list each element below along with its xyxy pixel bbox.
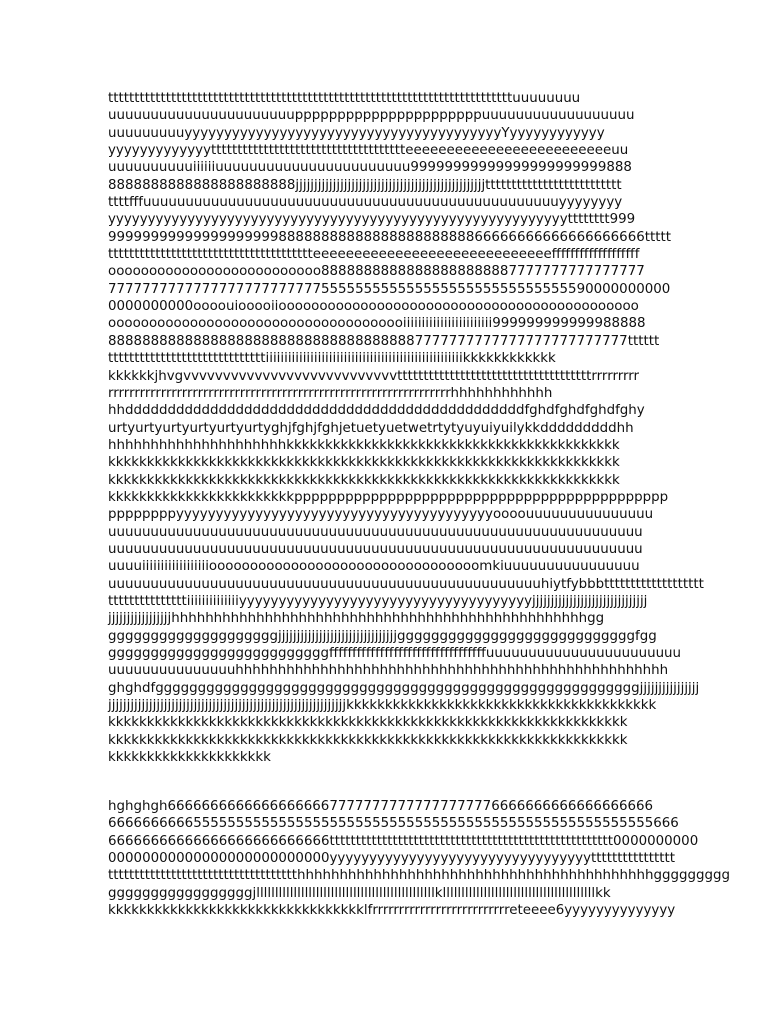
paragraph-1 [108,90,704,786]
text-line: kkkkkkjhvgvvvvvvvvvvvvvvvvvvvvvvvvvvvtttttttttttttttttttttttttttttttttttttrrrrrrrrr [108,368,640,384]
text-line: uuuuuuuuuuiiiiiiuuuuuuuuuuuuuuuuuuuuuuu99999999999999999999999888 [108,160,632,176]
text-line: kkkkkkkkkkkkkkkkkkkkk [108,750,271,766]
text-line: ttttttttttttttttttttttttttttttttttttttteeeeeeeeeeeeeeeeeeeeeeeeeeeeefffffffffffffffffff [108,247,640,263]
text-line: yyyyyyyyyyyyyyyyyyyyyyyyyyyyyyyyyyyyyyyyyyyyyyyyyyyyyyyyyytttttttt999 [108,212,636,228]
text-line: kkkkkkkkkkkkkkkkkkkkkkkkkkkkkkkkkkkkkkkkkkkkkkkkkkkkkkkkkkkkkkkkkk [108,455,620,471]
text-line: 66666666666666666666666666tttttttttttttttttttttttttttttttttttttttttttttttttttttt0000000000 [108,833,699,849]
text-line: uuuuuuuuuyyyyyyyyyyyyyyyyyyyyyyyyyyyyyyyyyyyyyyyyYyyyyyyyyyyyy [108,125,605,141]
text-line: ppppppppyyyyyyyyyyyyyyyyyyyyyyyyyyyyyyyyyyyyyyyyoooouuuuuuuuuuuuuuu [108,507,654,523]
text-line: kkkkkkkkkkkkkkkkkkkkkkkkkkkkkkkkkkkkkkkkkkkkkkkkkkkkkkkkkkkkkkkkkk [108,472,620,488]
text-line: ggggggggggggggggggggggggggffffffffffffffffffffffffffffffffffuuuuuuuuuuuuuuuuuuuuuuu [108,646,682,661]
text-line: ghghdfgggggggggggggggggggggggggggggggggggggggggggggggggggggggggjjjjjjjjjjjjjjjj [108,680,700,696]
text-line: kkkkkkkkkkkkkkkkkkkkkkkkkkkkkkkkklfrrrrrrrrrrrrrrrrrrrrrrrrrreteeee6yyyyyyyyyyyyyy [108,903,676,919]
text-line: uuuuuuuuuuuuuuuuuuuuuuuuuuuuuuuuuuuuuuuuuuuuuuuuuuuuuuuuuuuuuuu [108,524,643,540]
text-line: urtyurtyurtyurtyurtyurtyghjfghjfghjetuetyuetwetrtytyuyuiyuilykkdddddddddhh [108,420,634,436]
text-line: kkkkkkkkkkkkkkkkkkkkkkkkkkkkkkkkkkkkkkkkkkkkkkkkkkkkkkkkkkkkkkkkkkk [108,732,628,748]
text-line: tttttttttttttttiiiiiiiiiiiiiiyyyyyyyyyyyyyyyyyyyyyyyyyyyyyyyyyyyyyjjjjjjjjjjjjjjjjjjjjjjjjjjjjjjj [108,593,648,609]
text-line: rrrrrrrrrrrrrrrrrrrrrrrrrrrrrrrrrrrrrrrrrrrrrrrrrrrrrrrrrrrrrrrrrhhhhhhhhhhhh [108,385,553,401]
text-line: tttttttttttttttttttttttttttttttttttthhhhhhhhhhhhhhhhhhhhhhhhhhhhhhhhhhhhhhhhhhggggggggg [108,868,730,884]
text-line: 8888888888888888888888888888888888887777777777777777777777777tttttt [108,333,660,349]
text-line: kkkkkkkkkkkkkkkkkkkkkkkkpppppppppppppppppppppppppppppppppppppppppppp [108,489,669,505]
text-line: oooooooooooooooooooooooooo88888888888888888888887777777777777777 [108,264,645,280]
text-line: 0000000000oooouiooooiioooooooooooooooooooooooooooooooooooooooooooo [108,299,639,315]
text-line: uuuuuuuuuuuuuuuuuuuuuuuuuuuuuuuuuuuuuuuuuuuuuuuuuuuhiytfybbbttttttttttttttttttt [108,576,704,592]
text-line: uuuuuuuuuuuuuuuuuuuuuuppppppppppppppppppppppuuuuuuuuuuuuuuuuuu [108,108,635,124]
text-line: 999999999999999999998888888888888888888888866666666666666666666ttttt [108,229,671,245]
text-line: uuuuuuuuuuuuuuuuuuuuuuuuuuuuuuuuuuuuuuuuuuuuuuuuuuuuuuuuuuuuuuu [108,541,643,557]
text-line: hghghgh666666666666666666677777777777777777776666666666666666666 [108,799,654,814]
text-line: ooooooooooooooooooooooooooooooooooooiiiiiiiiiiiiiiiiiiiiiiii999999999999988888 [108,316,646,332]
text-line: jjjjjjjjjjjjjjjjjjjjjjjjjjjjjjjjjjjjjjjjjjjjjjjjjjjjjjjjjjjjjjjjkkkkkkkkkkkkkkkkkkkkkkkkkkkkkkkkkkkkkkkk [108,698,657,714]
text-line: gggggggggggggggggjllllllllllllllllllllllllllllllllllllllllllllllllklllllllllllllllllllllllllllllllllllllllllkk [108,885,611,901]
text-line: hhhhhhhhhhhhhhhhhhhhhkkkkkkkkkkkkkkkkkkkkkkkkkkkkkkkkkkkkkkkkkkk [108,437,620,453]
text-line: hhdddddddddddddddddddddddddddddddddddddddddddddddfghdfghdfghdfghy [108,403,645,419]
text-line: uuuuiiiiiiiiiiiiiiiiiiooooooooooooooooooooooooooooooooomkiuuuuuuuuuuuuuuuu [108,559,640,575]
text-line: 8888888888888888888888jjjjjjjjjjjjjjjjjjjjjjjjjjjjjjjjjjjjjjjjjjjjjjjjjjjtttttttttttttttttttttttttt [108,177,622,193]
text-line: 6666666666555555555555555555555555555555555555555555555555555555666 [108,816,679,832]
text-line: yyyyyyyyyyyyyttttttttttttttttttttttttttttttttttttteeeeeeeeeeeeeeeeeeeeeeeeeuu [108,143,629,159]
text-line: jjjjjjjjjjjjjjjjjhhhhhhhhhhhhhhhhhhhhhhhhhhhhhhhhhhhhhhhhhhhhhhhhhgg [108,611,605,627]
text-line: ttttttttttttttttttttttttttttttiiiiiiiiiiiiiiiiiiiiiiiiiiiiiiiiiiiiiiiiiiiiiiiiiiiiikkkkkkkkkkkk [108,351,556,367]
text-line: ggggggggggggggggggggjjjjjjjjjjjjjjjjjjjjjjjjjjjjjjjjggggggggggggggggggggggggggggfgg [108,628,657,644]
text-line: ttttfffuuuuuuuuuuuuuuuuuuuuuuuuuuuuuuuuuuuuuuuuuuuuuuuuuyyyyyyyy [108,195,623,211]
paragraph-2 [108,798,730,922]
text-line: 777777777777777777777777755555555555555555555555555555590000000000 [108,281,671,297]
text-line: 00000000000000000000000000yyyyyyyyyyyyyyyyyyyyyyyyyyyyyyyyytttttttttttttttt [108,851,676,867]
text-line: tttttttttttttttttttttttttttttttttttttttttttttttttttttttttttttttttttttttttttttuuuuuuuu [108,91,581,106]
text-line: kkkkkkkkkkkkkkkkkkkkkkkkkkkkkkkkkkkkkkkkkkkkkkkkkkkkkkkkkkkkkkkkkkk [108,715,628,731]
text-line: uuuuuuuuuuuuuuuhhhhhhhhhhhhhhhhhhhhhhhhhhhhhhhhhhhhhhhhhhhhhhhhhhh [108,663,669,679]
